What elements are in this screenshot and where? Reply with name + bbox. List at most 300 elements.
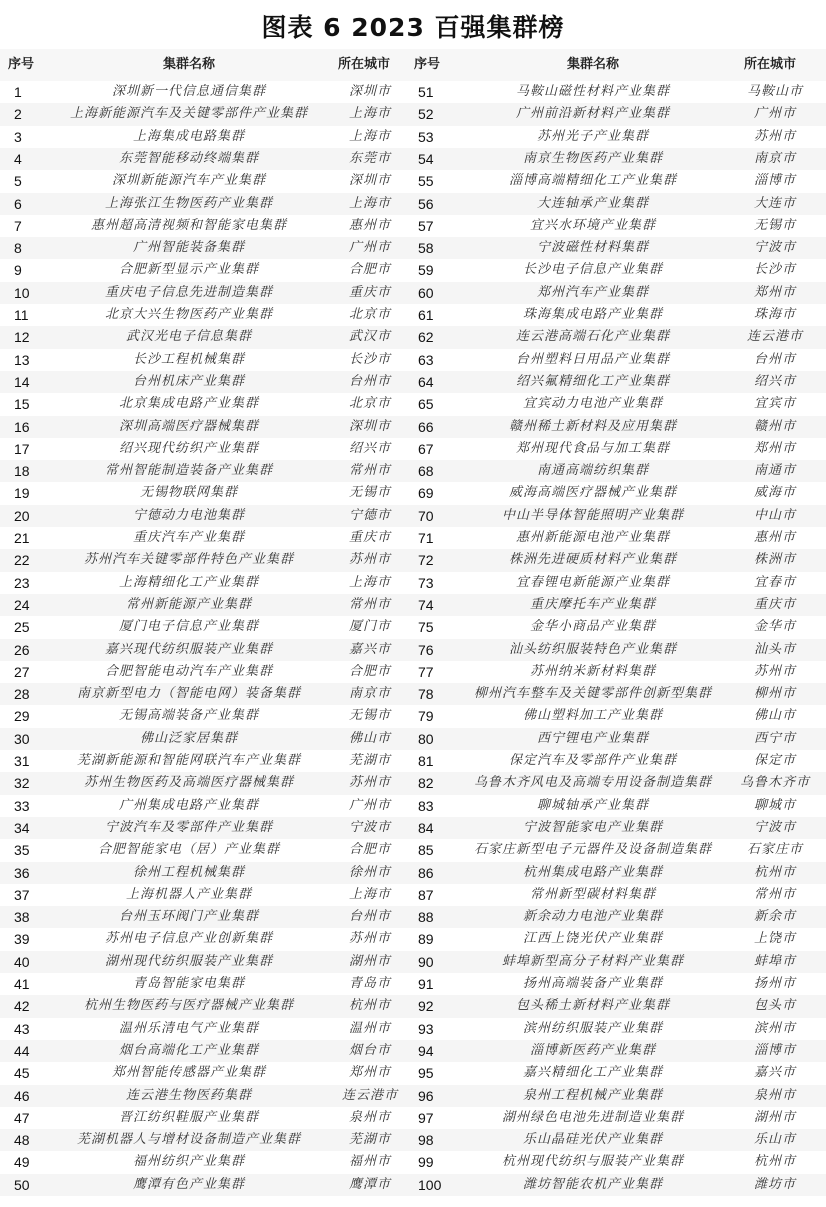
table-row bbox=[0, 1151, 826, 1173]
city-name: 乐山市 bbox=[753, 1132, 796, 1148]
rank-number: 52 bbox=[418, 106, 434, 123]
cluster-name: 惠州新能源电池产业集群 bbox=[515, 530, 670, 545]
cluster-name: 上海新能源汽车及关键零部件产业集群 bbox=[69, 106, 308, 122]
table-row bbox=[0, 973, 826, 995]
table-row bbox=[0, 193, 826, 215]
table-row bbox=[0, 148, 826, 170]
table-row bbox=[0, 572, 826, 594]
city-name: 北京市 bbox=[348, 396, 391, 412]
cluster-name: 威海高端医疗器械产业集群 bbox=[508, 485, 677, 501]
table-row bbox=[0, 1040, 826, 1062]
table-row bbox=[0, 549, 826, 571]
rank-number: 21 bbox=[14, 530, 30, 546]
table-row bbox=[0, 482, 826, 504]
city-name: 蚌埠市 bbox=[753, 953, 796, 969]
rank-number: 88 bbox=[418, 909, 434, 926]
cluster-name: 宁波磁性材料集群 bbox=[536, 240, 649, 256]
city-name: 泉州市 bbox=[753, 1087, 796, 1103]
city-name: 株洲市 bbox=[753, 552, 796, 568]
cluster-name: 厦门电子信息产业集群 bbox=[118, 619, 259, 635]
city-name: 淄博市 bbox=[753, 1042, 796, 1058]
cluster-name: 晋江纺织鞋服产业集群 bbox=[118, 1109, 259, 1125]
cluster-name: 长沙工程机械集群 bbox=[132, 351, 245, 367]
cluster-name: 合肥新型显示产业集群 bbox=[118, 262, 259, 278]
cluster-name: 台州玉环阀门产业集群 bbox=[118, 909, 259, 925]
cluster-name: 宜春锂电新能源产业集群 bbox=[515, 574, 670, 590]
city-name: 保定市 bbox=[753, 753, 796, 768]
cluster-name: 鹰潭有色产业集群 bbox=[132, 1176, 245, 1192]
cluster-name: 长沙电子信息产业集群 bbox=[522, 262, 663, 278]
cluster-name: 郑州现代食品与加工集群 bbox=[515, 440, 670, 456]
cluster-name: 芜湖新能源和智能网联汽车产业集群 bbox=[76, 753, 301, 768]
rank-number: 64 bbox=[418, 373, 434, 390]
cluster-name: 滨州纺织服装产业集群 bbox=[522, 1020, 663, 1036]
city-name: 宁德市 bbox=[348, 507, 391, 523]
rank-number: 57 bbox=[418, 217, 434, 234]
cluster-name: 宁波汽车及零部件产业集群 bbox=[104, 819, 273, 835]
rank-number: 85 bbox=[418, 842, 434, 859]
city-name: 上海市 bbox=[348, 574, 391, 590]
rank-number: 7 bbox=[14, 217, 22, 234]
cluster-name: 郑州汽车产业集群 bbox=[536, 284, 649, 300]
city-name: 台州市 bbox=[348, 909, 391, 925]
city-name: 苏州市 bbox=[348, 931, 391, 947]
city-name: 常州市 bbox=[348, 463, 391, 479]
cluster-name: 泉州工程机械产业集群 bbox=[522, 1087, 663, 1103]
city-name: 新余市 bbox=[753, 909, 796, 925]
city-name: 佛山市 bbox=[348, 730, 391, 746]
table-row bbox=[0, 750, 826, 772]
city-name: 淄博市 bbox=[753, 173, 796, 189]
city-name: 郑州市 bbox=[753, 440, 796, 456]
rank-number: 80 bbox=[418, 730, 434, 747]
city-name: 长沙市 bbox=[348, 351, 391, 367]
table-row bbox=[0, 995, 826, 1017]
rank-number: 6 bbox=[14, 195, 22, 212]
rank-number: 44 bbox=[14, 1042, 30, 1059]
rank-number: 24 bbox=[14, 596, 30, 613]
city-name: 广州市 bbox=[348, 797, 391, 813]
city-name: 深圳市 bbox=[348, 173, 391, 189]
table-row bbox=[0, 527, 826, 549]
city-name: 绍兴市 bbox=[753, 373, 796, 389]
table-row bbox=[0, 259, 826, 281]
rank-number: 13 bbox=[14, 351, 30, 368]
rank-number: 87 bbox=[418, 886, 434, 903]
city-name: 无锡市 bbox=[348, 708, 391, 724]
rank-number: 41 bbox=[14, 976, 30, 992]
table-row bbox=[0, 1107, 826, 1129]
city-name: 杭州市 bbox=[753, 864, 796, 880]
city-name: 南京市 bbox=[348, 686, 391, 702]
cluster-name: 无锡高端装备产业集群 bbox=[118, 708, 259, 724]
rank-number: 39 bbox=[14, 931, 30, 948]
table-row bbox=[0, 371, 826, 393]
cluster-name: 大连轴承产业集群 bbox=[536, 195, 649, 211]
cluster-name: 珠海集成电路产业集群 bbox=[522, 307, 663, 322]
rank-number: 59 bbox=[418, 262, 434, 279]
cluster-name: 绍兴现代纺织产业集群 bbox=[118, 440, 259, 456]
city-name: 湖州市 bbox=[348, 953, 391, 969]
rank-number: 22 bbox=[14, 552, 30, 569]
cluster-name: 合肥智能电动汽车产业集群 bbox=[104, 663, 273, 679]
city-name: 湖州市 bbox=[753, 1109, 796, 1125]
city-name: 合肥市 bbox=[348, 842, 391, 858]
city-name: 大连市 bbox=[753, 195, 796, 211]
cluster-name: 南京生物医药产业集群 bbox=[522, 150, 663, 166]
city-name: 连云港市 bbox=[746, 329, 803, 345]
city-name: 绍兴市 bbox=[348, 440, 391, 456]
cluster-name: 中山半导体智能照明产业集群 bbox=[501, 507, 684, 523]
city-name: 泉州市 bbox=[348, 1109, 391, 1125]
rank-number: 14 bbox=[14, 373, 30, 390]
cluster-name: 台州机床产业集群 bbox=[132, 373, 245, 389]
table-row bbox=[0, 170, 826, 192]
city-name: 苏州市 bbox=[753, 128, 796, 144]
cluster-name: 湖州绿色电池先进制造业集群 bbox=[501, 1109, 684, 1125]
cluster-name: 无锡物联网集群 bbox=[139, 485, 238, 501]
rank-number: 76 bbox=[418, 641, 434, 658]
city-name: 宁波市 bbox=[348, 819, 391, 835]
rank-number: 31 bbox=[14, 753, 30, 769]
rank-number: 1 bbox=[14, 84, 22, 100]
city-name: 台州市 bbox=[753, 351, 796, 367]
rank-number: 29 bbox=[14, 708, 30, 725]
city-name: 东莞市 bbox=[348, 150, 391, 166]
city-name: 潍坊市 bbox=[753, 1176, 796, 1192]
cluster-name: 芜湖机器人与增材设备制造产业集群 bbox=[76, 1132, 301, 1148]
cluster-name: 南通高端纺织集群 bbox=[536, 463, 649, 479]
rank-number: 60 bbox=[418, 284, 434, 301]
table-row bbox=[0, 683, 826, 705]
city-name: 宁波市 bbox=[753, 819, 796, 835]
cluster-name: 淄博高端精细化工产业集群 bbox=[508, 173, 677, 189]
rank-number: 4 bbox=[14, 150, 22, 167]
table-row bbox=[0, 661, 826, 683]
city-name: 无锡市 bbox=[753, 217, 796, 233]
cluster-name: 青岛智能家电集群 bbox=[132, 976, 245, 991]
rank-number: 19 bbox=[14, 485, 30, 502]
city-name: 合肥市 bbox=[348, 262, 391, 278]
rank-number: 17 bbox=[14, 440, 30, 457]
rank-number: 20 bbox=[14, 507, 30, 524]
rank-number: 50 bbox=[14, 1176, 30, 1193]
rank-number: 89 bbox=[418, 931, 434, 948]
city-name: 包头市 bbox=[753, 998, 796, 1014]
rank-number: 34 bbox=[14, 819, 30, 836]
header-seq-left: 序号 bbox=[8, 57, 35, 72]
table-row bbox=[0, 237, 826, 259]
city-name: 滨州市 bbox=[753, 1020, 796, 1036]
rank-number: 23 bbox=[14, 574, 30, 591]
rank-number: 11 bbox=[14, 307, 29, 323]
cluster-name: 徐州工程机械集群 bbox=[132, 864, 245, 880]
city-name: 柳州市 bbox=[753, 686, 796, 702]
rank-number: 56 bbox=[418, 195, 434, 212]
cluster-name: 宁德动力电池集群 bbox=[132, 507, 245, 523]
city-name: 珠海市 bbox=[753, 307, 796, 322]
rank-number: 82 bbox=[418, 775, 434, 792]
rank-number: 27 bbox=[14, 663, 30, 680]
rank-number: 90 bbox=[418, 953, 434, 970]
city-name: 杭州市 bbox=[348, 998, 391, 1014]
rank-number: 30 bbox=[14, 730, 30, 747]
rank-number: 61 bbox=[418, 307, 434, 323]
cluster-name: 台州塑料日用品产业集群 bbox=[515, 351, 670, 367]
rank-number: 16 bbox=[14, 418, 30, 435]
city-name: 上海市 bbox=[348, 195, 391, 211]
rank-number: 94 bbox=[418, 1042, 434, 1059]
rank-number: 12 bbox=[14, 329, 30, 346]
rank-number: 18 bbox=[14, 463, 30, 480]
cluster-name: 深圳新能源汽车产业集群 bbox=[111, 173, 266, 189]
cluster-name: 潍坊智能农机产业集群 bbox=[522, 1176, 663, 1192]
rank-number: 74 bbox=[418, 596, 434, 613]
rank-number: 38 bbox=[14, 909, 30, 926]
rank-number: 26 bbox=[14, 641, 30, 658]
rank-number: 83 bbox=[418, 797, 434, 814]
cluster-name: 嘉兴精细化工产业集群 bbox=[522, 1065, 663, 1081]
cluster-name: 马鞍山磁性材料产业集群 bbox=[515, 84, 670, 99]
city-name: 北京市 bbox=[348, 307, 391, 322]
cluster-name: 福州纺织产业集群 bbox=[132, 1154, 245, 1170]
rank-number: 65 bbox=[418, 396, 434, 413]
city-name: 宜春市 bbox=[753, 574, 796, 590]
rank-number: 3 bbox=[14, 128, 22, 145]
header-name-left: 集群名称 bbox=[162, 57, 215, 72]
city-name: 南通市 bbox=[753, 463, 796, 479]
rank-number: 62 bbox=[418, 329, 434, 346]
table-row bbox=[0, 616, 826, 638]
table-row bbox=[0, 795, 826, 817]
table-row bbox=[0, 326, 826, 348]
city-name: 苏州市 bbox=[753, 663, 796, 679]
header-name-right: 集群名称 bbox=[566, 57, 619, 72]
city-name: 郑州市 bbox=[753, 284, 796, 300]
table-row bbox=[0, 817, 826, 839]
cluster-name: 宜兴水环境产业集群 bbox=[529, 217, 656, 233]
table-row bbox=[0, 705, 826, 727]
cluster-name: 重庆电子信息先进制造集群 bbox=[104, 284, 273, 300]
rank-number: 42 bbox=[14, 998, 30, 1015]
table-row bbox=[0, 393, 826, 415]
cluster-name: 广州集成电路产业集群 bbox=[118, 797, 259, 813]
rank-number: 97 bbox=[418, 1109, 434, 1126]
table-row bbox=[0, 505, 826, 527]
table-row bbox=[0, 884, 826, 906]
table-row bbox=[0, 772, 826, 794]
city-name: 金华市 bbox=[753, 619, 796, 635]
city-name: 嘉兴市 bbox=[753, 1065, 796, 1081]
table-row bbox=[0, 951, 826, 973]
cluster-name: 绍兴氟精细化工产业集群 bbox=[515, 373, 670, 389]
cluster-name: 聊城轴承产业集群 bbox=[536, 797, 649, 813]
city-name: 重庆市 bbox=[348, 530, 391, 545]
cluster-name: 重庆汽车产业集群 bbox=[132, 530, 245, 545]
cluster-name: 温州乐清电气产业集群 bbox=[118, 1020, 259, 1036]
cluster-name: 惠州超高清视频和智能家电集群 bbox=[90, 217, 287, 233]
rank-number: 70 bbox=[418, 507, 434, 524]
city-name: 宜宾市 bbox=[753, 396, 796, 412]
cluster-name: 江西上饶光伏产业集群 bbox=[522, 931, 663, 947]
rank-number: 96 bbox=[418, 1087, 434, 1104]
table-row bbox=[0, 349, 826, 371]
table-row bbox=[0, 728, 826, 750]
header-city-right: 所在城市 bbox=[744, 57, 797, 72]
city-name: 常州市 bbox=[348, 596, 391, 612]
cluster-name: 上海集成电路集群 bbox=[132, 128, 245, 144]
city-name: 广州市 bbox=[753, 106, 796, 122]
table-row bbox=[0, 416, 826, 438]
rank-number: 28 bbox=[14, 686, 30, 703]
page-title: 图表 6 2023 百强集群榜 bbox=[261, 13, 565, 42]
table-row bbox=[0, 862, 826, 884]
city-name: 汕头市 bbox=[753, 641, 796, 657]
rank-number: 47 bbox=[14, 1109, 30, 1126]
city-name: 福州市 bbox=[348, 1154, 391, 1170]
city-name: 苏州市 bbox=[348, 552, 391, 568]
cluster-name: 武汉光电子信息集群 bbox=[125, 329, 252, 345]
rank-number: 40 bbox=[14, 953, 30, 970]
city-name: 惠州市 bbox=[753, 530, 796, 545]
cluster-name: 金华小商品产业集群 bbox=[529, 619, 656, 635]
city-name: 上饶市 bbox=[753, 931, 796, 947]
city-name: 深圳市 bbox=[348, 84, 391, 99]
cluster-name: 苏州汽车关键零部件特色产业集群 bbox=[83, 552, 294, 568]
rank-number: 8 bbox=[14, 240, 22, 257]
cluster-name: 南京新型电力（智能电网）装备集群 bbox=[76, 686, 301, 702]
city-name: 石家庄市 bbox=[746, 842, 803, 858]
rank-number: 78 bbox=[418, 686, 434, 703]
city-name: 聊城市 bbox=[753, 797, 796, 813]
rank-number: 72 bbox=[418, 552, 434, 569]
cluster-name: 广州前沿新材料产业集群 bbox=[515, 106, 670, 122]
city-name: 苏州市 bbox=[348, 775, 391, 791]
city-name: 广州市 bbox=[348, 240, 391, 256]
table-row bbox=[0, 282, 826, 304]
rank-number: 66 bbox=[418, 418, 434, 435]
rank-number: 55 bbox=[418, 173, 434, 190]
city-name: 嘉兴市 bbox=[348, 641, 391, 657]
cluster-name: 杭州生物医药与医疗器械产业集群 bbox=[83, 998, 294, 1014]
cluster-name: 蚌埠新型高分子材料产业集群 bbox=[501, 953, 684, 969]
header-city-left: 所在城市 bbox=[338, 57, 391, 72]
cluster-name: 苏州生物医药及高端医疗器械集群 bbox=[83, 775, 294, 791]
cluster-name: 佛山塑料加工产业集群 bbox=[522, 708, 663, 724]
cluster-name: 杭州现代纺织与服装产业集群 bbox=[501, 1154, 684, 1170]
cluster-name: 西宁锂电产业集群 bbox=[536, 730, 649, 746]
rank-number: 15 bbox=[14, 396, 30, 413]
rank-number: 73 bbox=[418, 574, 434, 591]
city-name: 宁波市 bbox=[753, 240, 796, 256]
city-name: 重庆市 bbox=[753, 596, 796, 612]
city-name: 鹰潭市 bbox=[348, 1176, 391, 1192]
city-name: 上海市 bbox=[348, 886, 391, 902]
city-name: 威海市 bbox=[753, 485, 796, 501]
cluster-name: 北京集成电路产业集群 bbox=[118, 396, 259, 412]
cluster-name: 保定汽车及零部件产业集群 bbox=[508, 753, 677, 768]
cluster-name: 烟台高端化工产业集群 bbox=[118, 1042, 259, 1058]
cluster-name: 淄博新医药产业集群 bbox=[529, 1042, 656, 1058]
cluster-name: 包头稀土新材料产业集群 bbox=[515, 998, 670, 1014]
rank-number: 9 bbox=[14, 262, 22, 279]
rank-number: 67 bbox=[418, 440, 434, 457]
city-name: 烟台市 bbox=[348, 1042, 391, 1058]
city-name: 武汉市 bbox=[348, 329, 391, 345]
rank-number: 2 bbox=[14, 106, 22, 123]
rank-number: 51 bbox=[418, 84, 434, 100]
rank-number: 10 bbox=[14, 284, 30, 301]
cluster-name: 苏州纳米新材料集群 bbox=[529, 663, 656, 679]
city-name: 中山市 bbox=[753, 507, 796, 523]
header-seq-right: 序号 bbox=[414, 57, 441, 72]
rank-number: 32 bbox=[14, 775, 30, 792]
rank-number: 100 bbox=[418, 1176, 442, 1193]
cluster-name: 苏州电子信息产业创新集群 bbox=[104, 931, 273, 947]
rank-number: 93 bbox=[418, 1020, 434, 1037]
rank-number: 84 bbox=[418, 819, 434, 836]
cluster-name: 杭州集成电路产业集群 bbox=[522, 864, 663, 880]
rank-number: 63 bbox=[418, 351, 434, 368]
cluster-name: 湖州现代纺织服装产业集群 bbox=[104, 953, 273, 969]
city-name: 芜湖市 bbox=[348, 1132, 391, 1148]
city-name: 上海市 bbox=[348, 128, 391, 144]
cluster-name: 石家庄新型电子元器件及设备制造集群 bbox=[473, 842, 712, 858]
table-row bbox=[0, 460, 826, 482]
cluster-name: 常州智能制造装备产业集群 bbox=[104, 463, 273, 479]
cluster-name: 东莞智能移动终端集群 bbox=[118, 150, 259, 166]
city-name: 合肥市 bbox=[348, 663, 391, 679]
rank-number: 5 bbox=[14, 173, 22, 190]
city-name: 惠州市 bbox=[348, 217, 391, 233]
table-row bbox=[0, 1018, 826, 1040]
rank-number: 98 bbox=[418, 1132, 434, 1149]
table-row bbox=[0, 438, 826, 460]
table-row bbox=[0, 594, 826, 616]
city-name: 郑州市 bbox=[348, 1065, 391, 1081]
table-header bbox=[0, 49, 826, 81]
table-row bbox=[0, 215, 826, 237]
cluster-name: 连云港生物医药集群 bbox=[125, 1087, 252, 1103]
rank-number: 86 bbox=[418, 864, 434, 881]
cluster-name: 深圳新一代信息通信集群 bbox=[111, 84, 266, 99]
rank-number: 35 bbox=[14, 842, 30, 859]
rank-number: 58 bbox=[418, 240, 434, 257]
rank-number: 36 bbox=[14, 864, 30, 881]
rank-number: 37 bbox=[14, 886, 30, 903]
city-name: 赣州市 bbox=[753, 418, 796, 434]
rank-number: 92 bbox=[418, 998, 434, 1015]
cluster-name: 苏州光子产业集群 bbox=[536, 128, 649, 144]
cluster-name: 乌鲁木齐风电及高端专用设备制造集群 bbox=[473, 775, 712, 791]
city-name: 杭州市 bbox=[753, 1154, 796, 1170]
rank-number: 53 bbox=[418, 128, 434, 145]
city-name: 芜湖市 bbox=[348, 753, 391, 768]
city-name: 上海市 bbox=[348, 106, 391, 122]
cluster-name: 赣州稀土新材料及应用集群 bbox=[508, 418, 677, 434]
rank-number: 68 bbox=[418, 463, 434, 480]
cluster-name: 宁波智能家电产业集群 bbox=[522, 819, 663, 835]
cluster-name: 扬州高端装备产业集群 bbox=[522, 976, 663, 991]
city-name: 扬州市 bbox=[753, 976, 796, 991]
cluster-name: 常州新能源产业集群 bbox=[125, 596, 252, 612]
rank-number: 75 bbox=[418, 619, 434, 636]
city-name: 常州市 bbox=[753, 886, 796, 902]
cluster-name: 合肥智能家电（居）产业集群 bbox=[97, 842, 280, 858]
table-row bbox=[0, 906, 826, 928]
city-name: 乌鲁木齐市 bbox=[739, 775, 810, 791]
cluster-name: 连云港高端石化产业集群 bbox=[515, 329, 670, 345]
